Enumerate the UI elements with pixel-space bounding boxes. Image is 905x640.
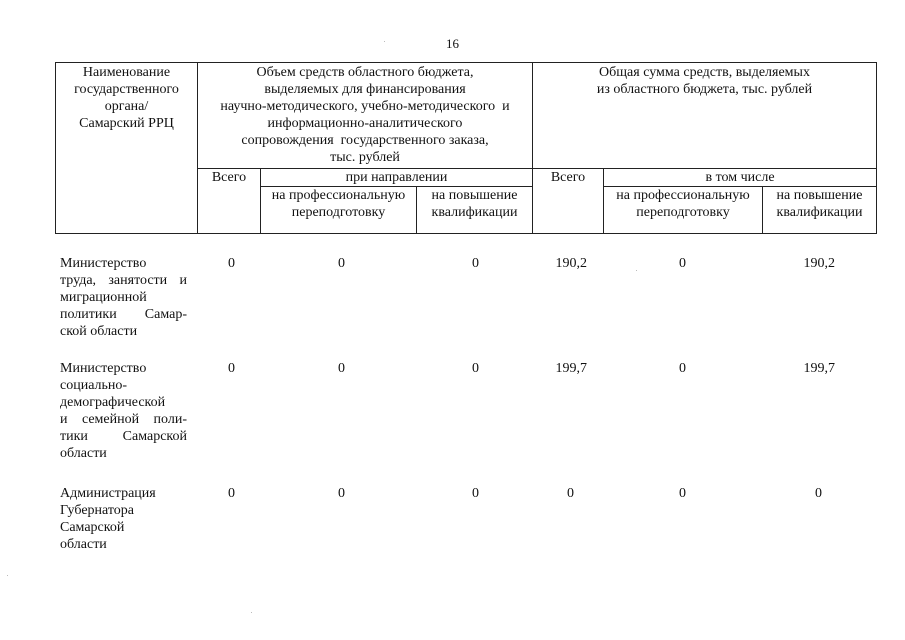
- org-line: ской области: [60, 324, 138, 339]
- cell-total-qualification: 199,7: [803, 361, 835, 376]
- header-right-rule: [876, 62, 877, 234]
- org-line: Администрация: [60, 486, 156, 501]
- header-total-qualification: [763, 187, 876, 221]
- org-line: Министерство: [60, 361, 147, 376]
- header-qualification-line: квалификации: [431, 205, 518, 220]
- org-line: области: [60, 537, 107, 552]
- cell-budget-qualification: 0: [472, 486, 479, 501]
- cell-total-total: 190,2: [555, 256, 587, 271]
- cell-budget-qualification: 0: [472, 256, 479, 271]
- header-org-line: государственного: [74, 82, 179, 97]
- org-line: миграционной: [60, 290, 147, 305]
- cell-total-retraining: 0: [679, 361, 686, 376]
- cell-total-total: 199,7: [555, 361, 587, 376]
- header-total-line: из областного бюджета, тыс. рублей: [596, 82, 813, 97]
- header-org-line: органа/: [104, 99, 149, 114]
- header-top-rule: [55, 62, 876, 63]
- cell-budget-retraining: 0: [338, 486, 345, 501]
- page-number: 16: [446, 36, 459, 51]
- org-line: области: [60, 446, 107, 461]
- scan-speck: [636, 270, 637, 271]
- table-row: [0, 255, 905, 345]
- header-budget-line: научно-методического, учебно-методического и: [220, 99, 510, 114]
- header-total-line: Общая сумма средств, выделяемых: [599, 65, 810, 80]
- header-org-line: Наименование: [82, 65, 171, 80]
- row-org-name: [60, 255, 187, 340]
- org-line: политики Самар-: [60, 307, 187, 322]
- header-budget-retraining: [261, 187, 416, 221]
- org-line: труда, занятости и: [60, 273, 187, 288]
- header-retraining-line: переподготовку: [636, 205, 730, 220]
- header-budget-total: Всего: [211, 170, 247, 185]
- cell-budget-retraining: 0: [338, 361, 345, 376]
- header-retraining-line: на профессиональную: [616, 188, 750, 203]
- header-bottom-rule: [55, 233, 876, 234]
- cell-total-retraining: 0: [679, 486, 686, 501]
- cell-budget-retraining: 0: [338, 256, 345, 271]
- scan-speck: [7, 575, 8, 576]
- header-org-column: [56, 64, 197, 132]
- header-budget-line: выделяемых для финансирования: [264, 82, 466, 97]
- header-total-including: в том числе: [705, 170, 775, 185]
- header-budget-direction: при направлении: [345, 170, 448, 185]
- header-budget-qualification: [417, 187, 532, 221]
- org-line: тики Самарской: [60, 429, 187, 444]
- header-total-retraining: [604, 187, 762, 221]
- header-budget-line: Объем средств областного бюджета,: [256, 65, 474, 80]
- cell-total-total: 0: [567, 486, 574, 501]
- cell-total-qualification: 0: [815, 486, 822, 501]
- org-line: Губернатора: [60, 503, 135, 518]
- scan-speck: [251, 612, 252, 613]
- row-org-name: [60, 360, 187, 462]
- org-line: социально-: [60, 378, 128, 393]
- header-budget-line: тыс. рублей: [330, 150, 400, 165]
- scan-speck: [384, 41, 385, 42]
- org-line: Министерство: [60, 256, 147, 271]
- header-qualification-line: на повышение: [776, 188, 863, 203]
- org-line: и семейной поли-: [60, 412, 187, 427]
- header-budget-group: [198, 64, 532, 166]
- header-retraining-line: переподготовку: [291, 205, 386, 220]
- org-line: демографической: [60, 395, 166, 410]
- table-header: [0, 0, 905, 240]
- table-row: [0, 485, 905, 557]
- header-org-line: Самарский РРЦ: [79, 116, 174, 131]
- header-total-group: [533, 64, 876, 98]
- cell-budget-qualification: 0: [472, 361, 479, 376]
- header-qualification-line: квалификации: [776, 205, 863, 220]
- header-budget-line: сопровождения государственного заказа,: [241, 133, 489, 148]
- header-retraining-line: на профессиональную: [271, 188, 406, 203]
- header-total-total: Всего: [550, 170, 586, 185]
- cell-total-qualification: 190,2: [803, 256, 835, 271]
- cell-budget-total: 0: [228, 361, 235, 376]
- cell-budget-total: 0: [228, 256, 235, 271]
- header-budget-line: информационно-аналитического: [267, 116, 463, 131]
- row-org-name: [60, 485, 187, 553]
- org-line: Самарской: [60, 520, 125, 535]
- table-row: [0, 360, 905, 470]
- cell-budget-total: 0: [228, 486, 235, 501]
- cell-total-retraining: 0: [679, 256, 686, 271]
- header-qualification-line: на повышение: [431, 188, 518, 203]
